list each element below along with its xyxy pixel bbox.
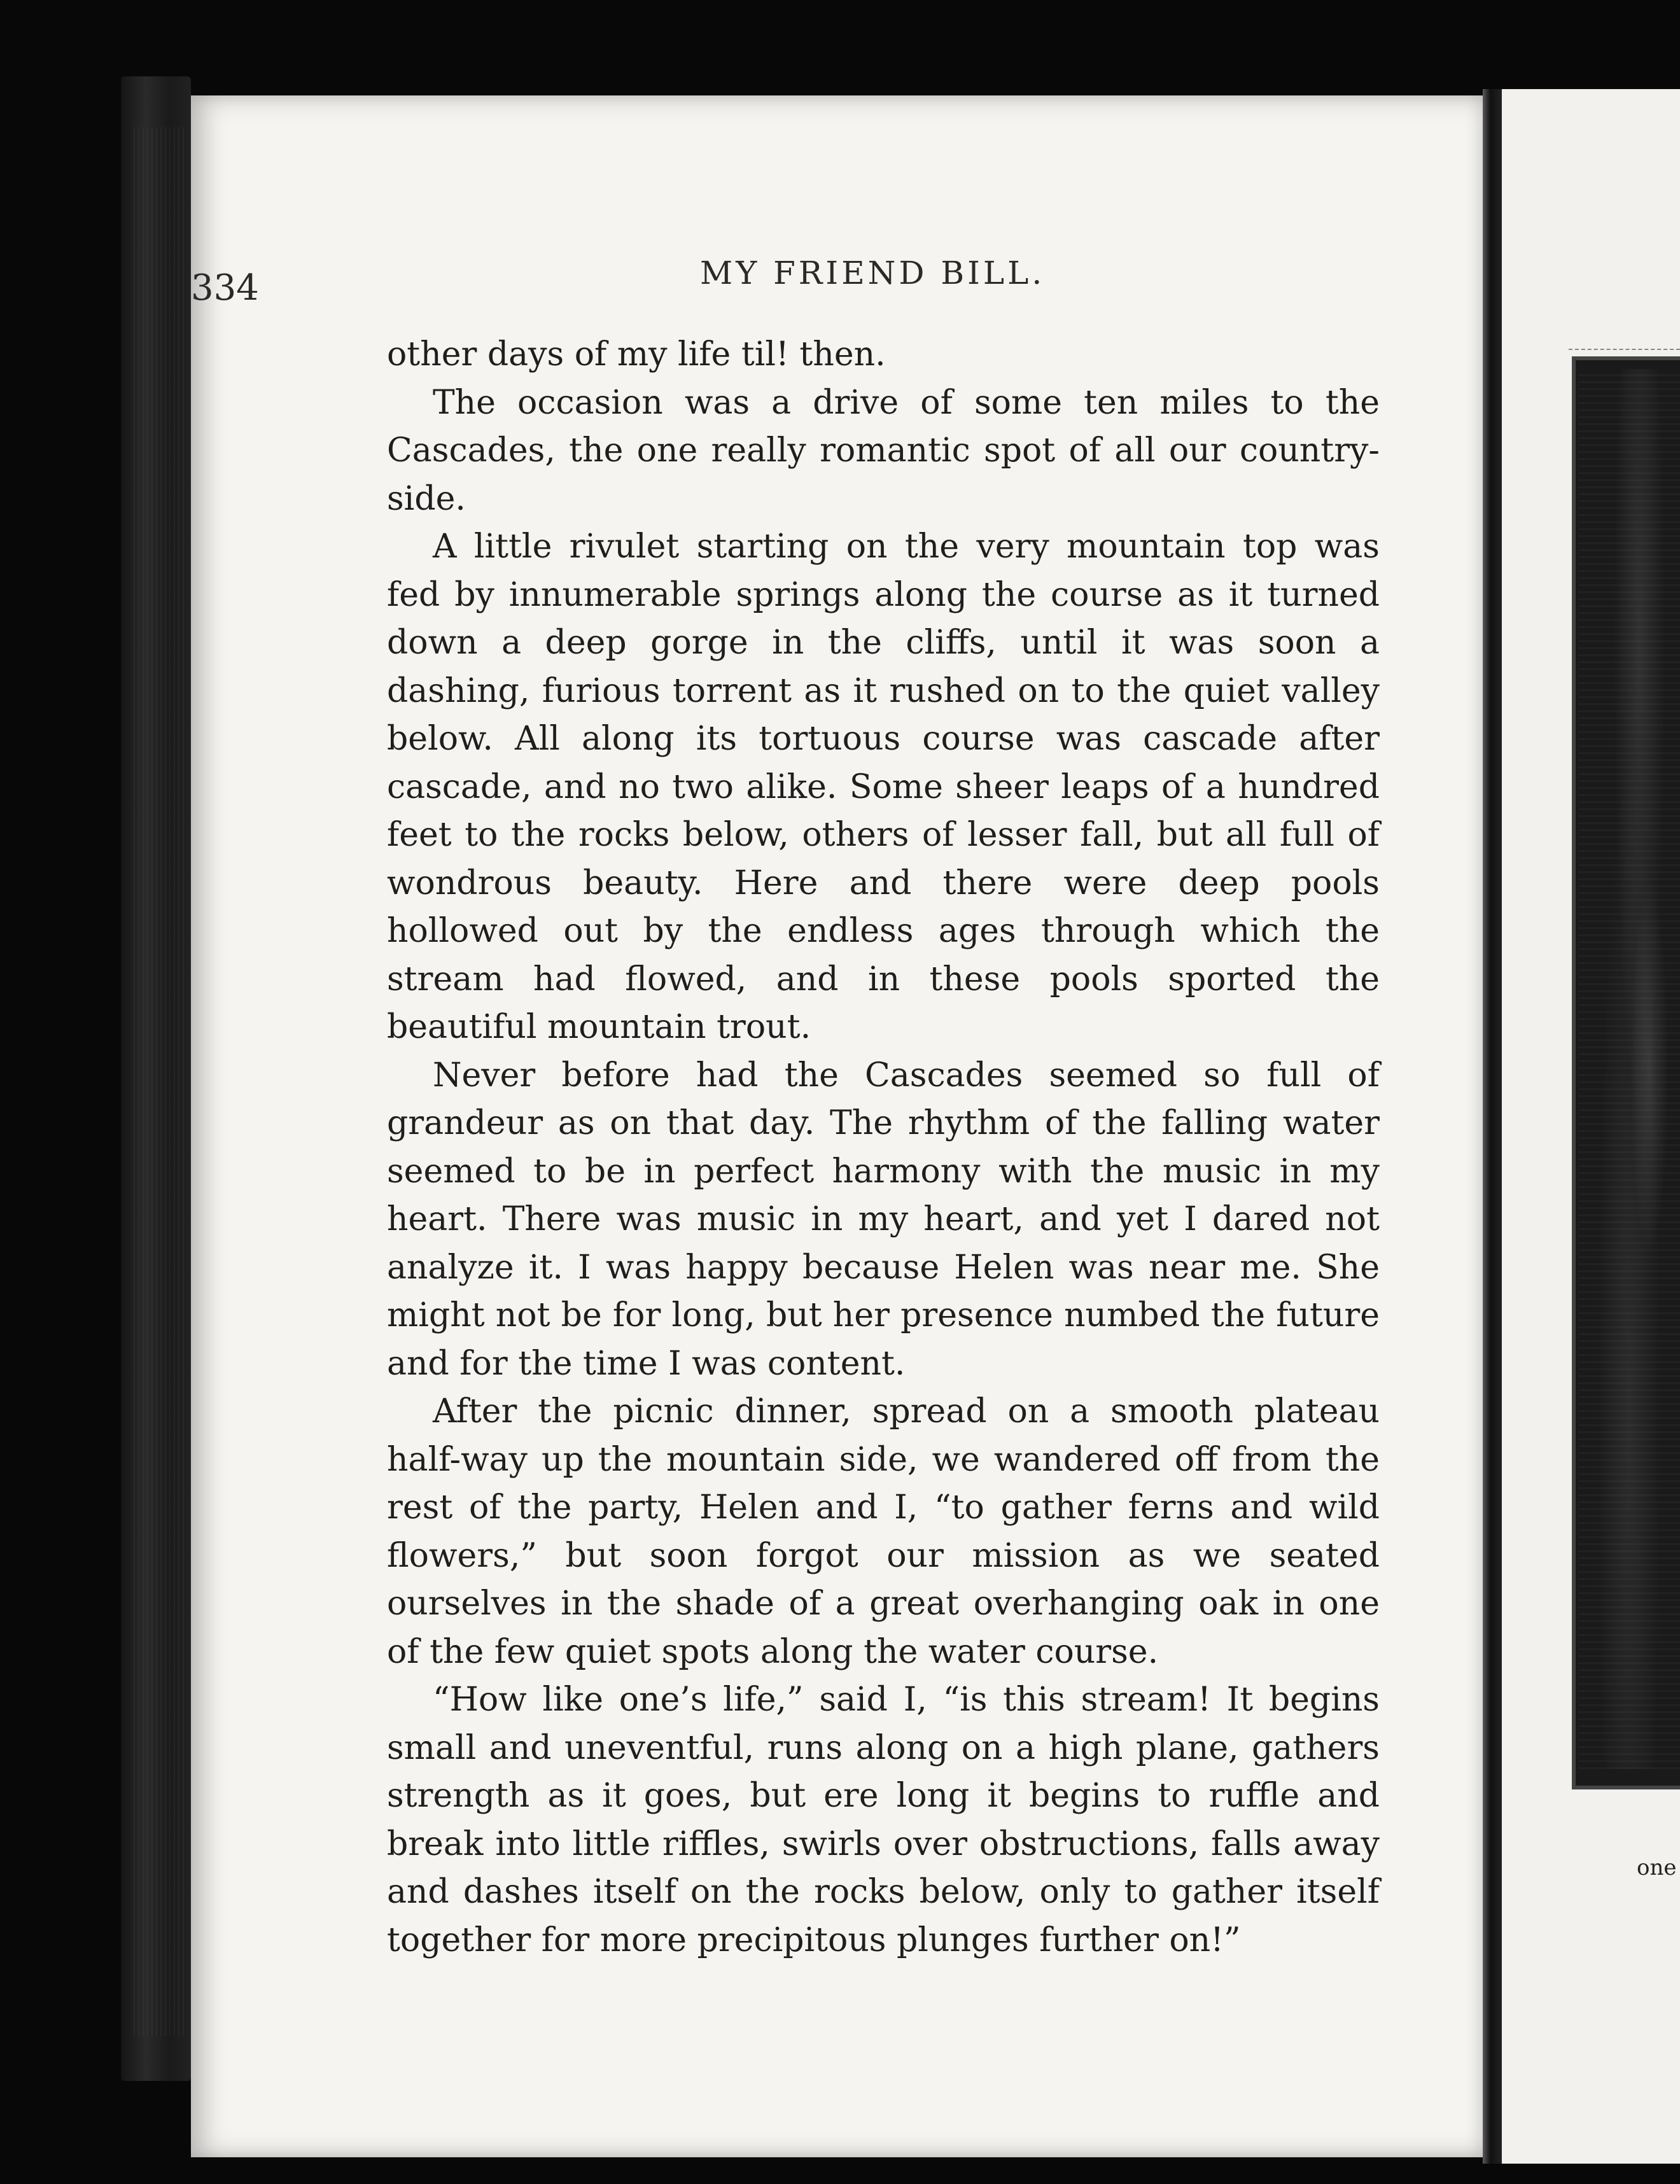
running-title: MY FRIEND BILL. — [700, 255, 1046, 291]
body-text — [387, 331, 1380, 1964]
paragraph: The occasion was a drive of some ten miles to the Cascades, the one really romantic spot of all our country-side. — [387, 383, 1380, 518]
paragraph: A little rivulet starting on the very mountain top was fed by innumerable springs along the course as it turned down a deep gorge in the cliffs, until it was soon a dashing, furious torrent as it rushed on to the quiet valley below. All along its tortuous course was cascade after cascade, and no two alike. Some sheer leaps of a hundred feet to the rocks below, others of lesser fall, but all full of wondrous beauty. Here and there were deep pools hollowed out by the endless ages through which the stream had flowed, and in these pools sported the beautiful mountain trout. — [387, 528, 1380, 1046]
page-number: 334 — [191, 267, 259, 309]
page-edges — [134, 127, 185, 2036]
facing-page-text: one — [1637, 1855, 1677, 1880]
paragraph: “How like one’s life,” said I, “is this stream! It begins small and uneventful, runs along on a high plane, gathers strength as it goes, but ere long it begins to ruffle and break into little riffles, swirls over obstructions, falls away and dashes itself on the rocks below, only to gather itself together for more precipitous plunges further on!” — [387, 1681, 1380, 1959]
facing-plate-texture — [1578, 369, 1680, 1769]
paragraph: Never before had the Cascades seemed so full of grandeur as on that day. The rhythm of the falling water seemed to be in perfect harmony with the music in my heart. There was music in my heart, and yet I dared not analyze it. I was happy because Helen was near me. She might not be for long, but her presence numbed the future and for the time I was content. — [387, 1056, 1380, 1383]
paragraph: After the picnic dinner, spread on a smooth plateau half-way up the mountain side, we wandered off from the rest of the party, Helen and I, “to gather ferns and wild flowers,” but soon forgot our mission as we seated ourselves in the shade of a great overhanging oak in one of the few quiet spots along the water course. — [387, 1392, 1380, 1671]
book-gutter — [1483, 89, 1502, 2164]
plate-rule — [1569, 349, 1680, 351]
paragraph: other days of my life til! then. — [387, 335, 886, 374]
